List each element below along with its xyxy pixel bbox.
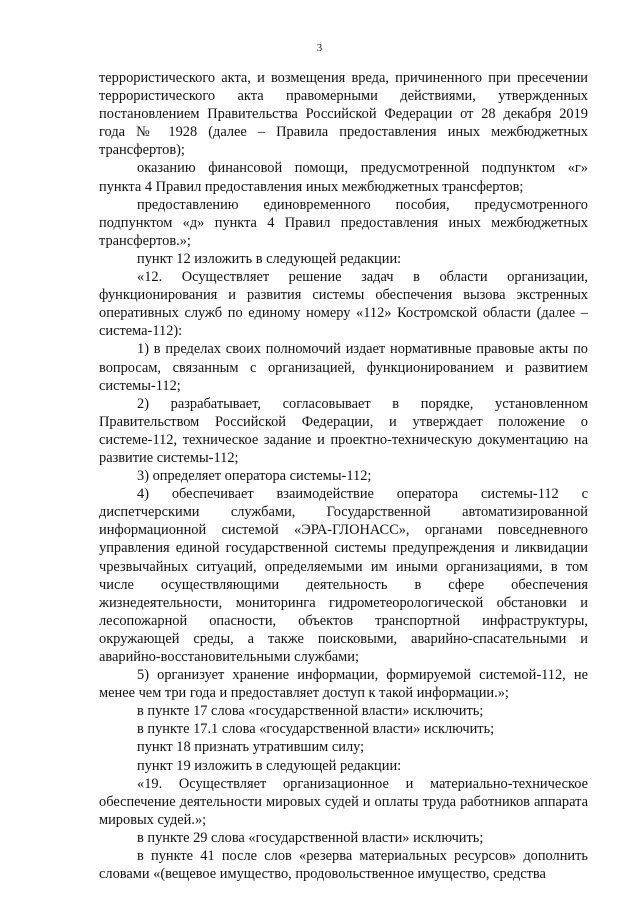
paragraph: в пункте 17.1 слова «государственной власти» исключить; bbox=[137, 721, 495, 738]
paragraph: пункт 19 изложить в следующей редакции: bbox=[137, 757, 402, 774]
paragraph: 2) разрабатывает, согласовывает в порядке, установленном Правительством Российской Федерации, и утверждает положение о системе-112, техническое задание и проектно-техническую документацию на развитие системы-112; bbox=[99, 395, 588, 466]
page-number: 3 bbox=[316, 42, 323, 54]
paragraph: предоставлению единовременного пособия, предусмотренного подпунктом «д» пункта 4 Правил предоставления иных межбюджетных трансфертов.»; bbox=[99, 196, 588, 249]
paragraph: 4) обеспечивает взаимодействие оператора системы-112 с диспетчерскими службами, Государственной автоматизированной информационной системой «ЭРА-ГЛОНАСС», органами повседневного управления единой государственной системы предупреждения и ликвидации чрезвычайных ситуаций, определяемыми им иными организациями, в том числе осуществляющими деятельность в сфере обеспечения жизнедеятельности, мониторинга гидрометеорологической обстановки и лесопожарной опасности, объектов транспортной инфраструктуры, окружающей среды, а также поисковыми, аварийно-спасательными и аварийно-восстановительными службами; bbox=[99, 486, 588, 665]
paragraph: в пункте 29 слова «государственной власти» исключить; bbox=[137, 829, 484, 846]
paragraph: 3) определяет оператора системы-112; bbox=[137, 468, 372, 485]
paragraph: террористического акта, и возмещения вреда, причиненного при пресечении террористического акта правомерными действиями, утвержденных постановлением Правительства Российской Федерации от 28 декабря 2019 года № 1928 (далее – Правила предоставления иных межбюджетных трансфертов); bbox=[99, 70, 588, 159]
paragraph: в пункте 17 слова «государственной власти» исключить; bbox=[137, 703, 484, 720]
paragraph: в пункте 41 после слов «резерва материальных ресурсов» дополнить словами «(вещевое имущество, продовольственное имущество, средства bbox=[99, 848, 588, 883]
paragraph: пункт 18 признать утратившим силу; bbox=[137, 739, 365, 756]
paragraph: пункт 12 изложить в следующей редакции: bbox=[137, 250, 402, 267]
paragraph: «12. Осуществляет решение задач в области организации, функционирования и развития системы обеспечения вызова экстренных оперативных служб по единому номеру «112» Костромской области (далее – система-112): bbox=[99, 269, 588, 340]
paragraph: оказанию финансовой помощи, предусмотренной подпунктом «г» пункта 4 Правил предоставления иных межбюджетных трансфертов; bbox=[99, 160, 588, 195]
paragraph: 5) организует хранение информации, формируемой системой-112, не менее чем три года и предоставляет доступ к такой информации.»; bbox=[99, 667, 588, 702]
paragraph: 1) в пределах своих полномочий издает нормативные правовые акты по вопросам, связанным с организацией, функционированием и развитием системы-112; bbox=[99, 341, 588, 394]
document-body bbox=[99, 69, 588, 883]
paragraph: «19. Осуществляет организационное и материально-техническое обеспечение деятельности мировых судей и оплаты труда работников аппарата мировых судей.»; bbox=[99, 775, 588, 828]
